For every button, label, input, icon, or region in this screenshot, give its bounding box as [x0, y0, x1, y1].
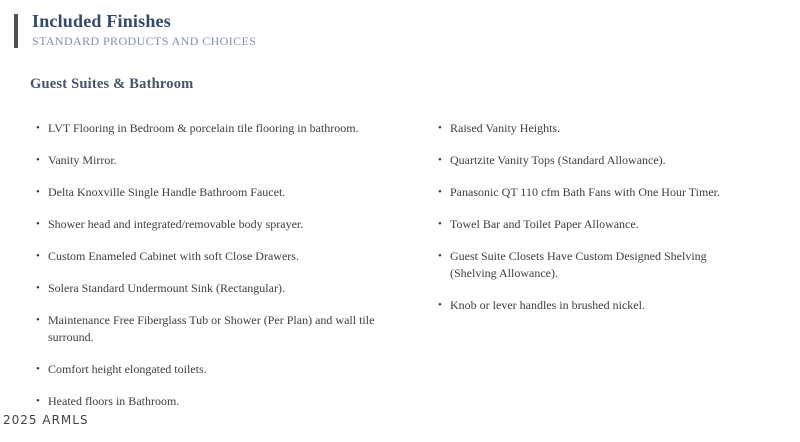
- bullet-icon: •: [36, 363, 40, 375]
- bullet-icon: •: [36, 395, 40, 407]
- list-item: [438, 184, 746, 201]
- bullet-icon: •: [438, 122, 442, 134]
- list-item: [36, 280, 408, 297]
- list-item-text: Solera Standard Undermount Sink (Rectangular).: [48, 281, 285, 295]
- list-item: [438, 297, 746, 314]
- list-item: [36, 152, 408, 169]
- list-item-text: Custom Enameled Cabinet with soft Close Drawers.: [48, 249, 299, 263]
- bullet-icon: •: [36, 282, 40, 294]
- bullet-icon: •: [36, 122, 40, 134]
- list-item-text: Quartzite Vanity Tops (Standard Allowance).: [450, 153, 666, 167]
- page-header: [14, 11, 256, 49]
- bullet-icon: •: [438, 250, 442, 262]
- list-item-text: Shower head and integrated/removable body sprayer.: [48, 217, 304, 231]
- list-item: [438, 248, 746, 282]
- bullet-icon: •: [438, 218, 442, 230]
- list-item: [36, 312, 408, 346]
- list-item-text: Knob or lever handles in brushed nickel.: [450, 298, 645, 312]
- page-subtitle: STANDARD PRODUCTS AND CHOICES: [32, 34, 257, 48]
- bullet-icon: •: [438, 299, 442, 311]
- list-item: [438, 120, 746, 137]
- list-item-text: Maintenance Free Fiberglass Tub or Shower (Per Plan) and wall tile surround.: [48, 313, 375, 344]
- list-item: [36, 361, 408, 378]
- list-item: [36, 248, 408, 265]
- header-text: [18, 11, 256, 49]
- list-item: [36, 393, 408, 410]
- page-title: Included Finishes: [32, 11, 171, 31]
- right-column-list: [438, 120, 746, 329]
- watermark: 2025 ARMLS: [3, 413, 89, 427]
- bullet-icon: •: [36, 218, 40, 230]
- list-item: [438, 216, 746, 233]
- bullet-icon: •: [36, 154, 40, 166]
- list-item-text: Delta Knoxville Single Handle Bathroom Faucet.: [48, 185, 286, 199]
- list-item: [36, 120, 408, 137]
- list-item-text: Vanity Mirror.: [48, 153, 117, 167]
- left-column-list: [36, 120, 408, 425]
- bullet-icon: •: [36, 314, 40, 326]
- list-item-text: Heated floors in Bathroom.: [48, 394, 180, 408]
- list-item-text: Comfort height elongated toilets.: [48, 362, 207, 376]
- section-heading: Guest Suites & Bathroom: [30, 76, 194, 92]
- list-item-text: Towel Bar and Toilet Paper Allowance.: [450, 217, 639, 231]
- list-item-text: Guest Suite Closets Have Custom Designed Shelving (Shelving Allowance).: [450, 249, 707, 280]
- list-item-text: Raised Vanity Heights.: [450, 121, 561, 135]
- list-item-text: LVT Flooring in Bedroom & porcelain tile flooring in bathroom.: [48, 121, 359, 135]
- bullet-icon: •: [438, 186, 442, 198]
- bullet-icon: •: [438, 154, 442, 166]
- list-item: [36, 184, 408, 201]
- list-item-text: Panasonic QT 110 cfm Bath Fans with One Hour Timer.: [450, 185, 720, 199]
- list-item: [36, 216, 408, 233]
- list-item: [438, 152, 746, 169]
- bullet-icon: •: [36, 250, 40, 262]
- bullet-icon: •: [36, 186, 40, 198]
